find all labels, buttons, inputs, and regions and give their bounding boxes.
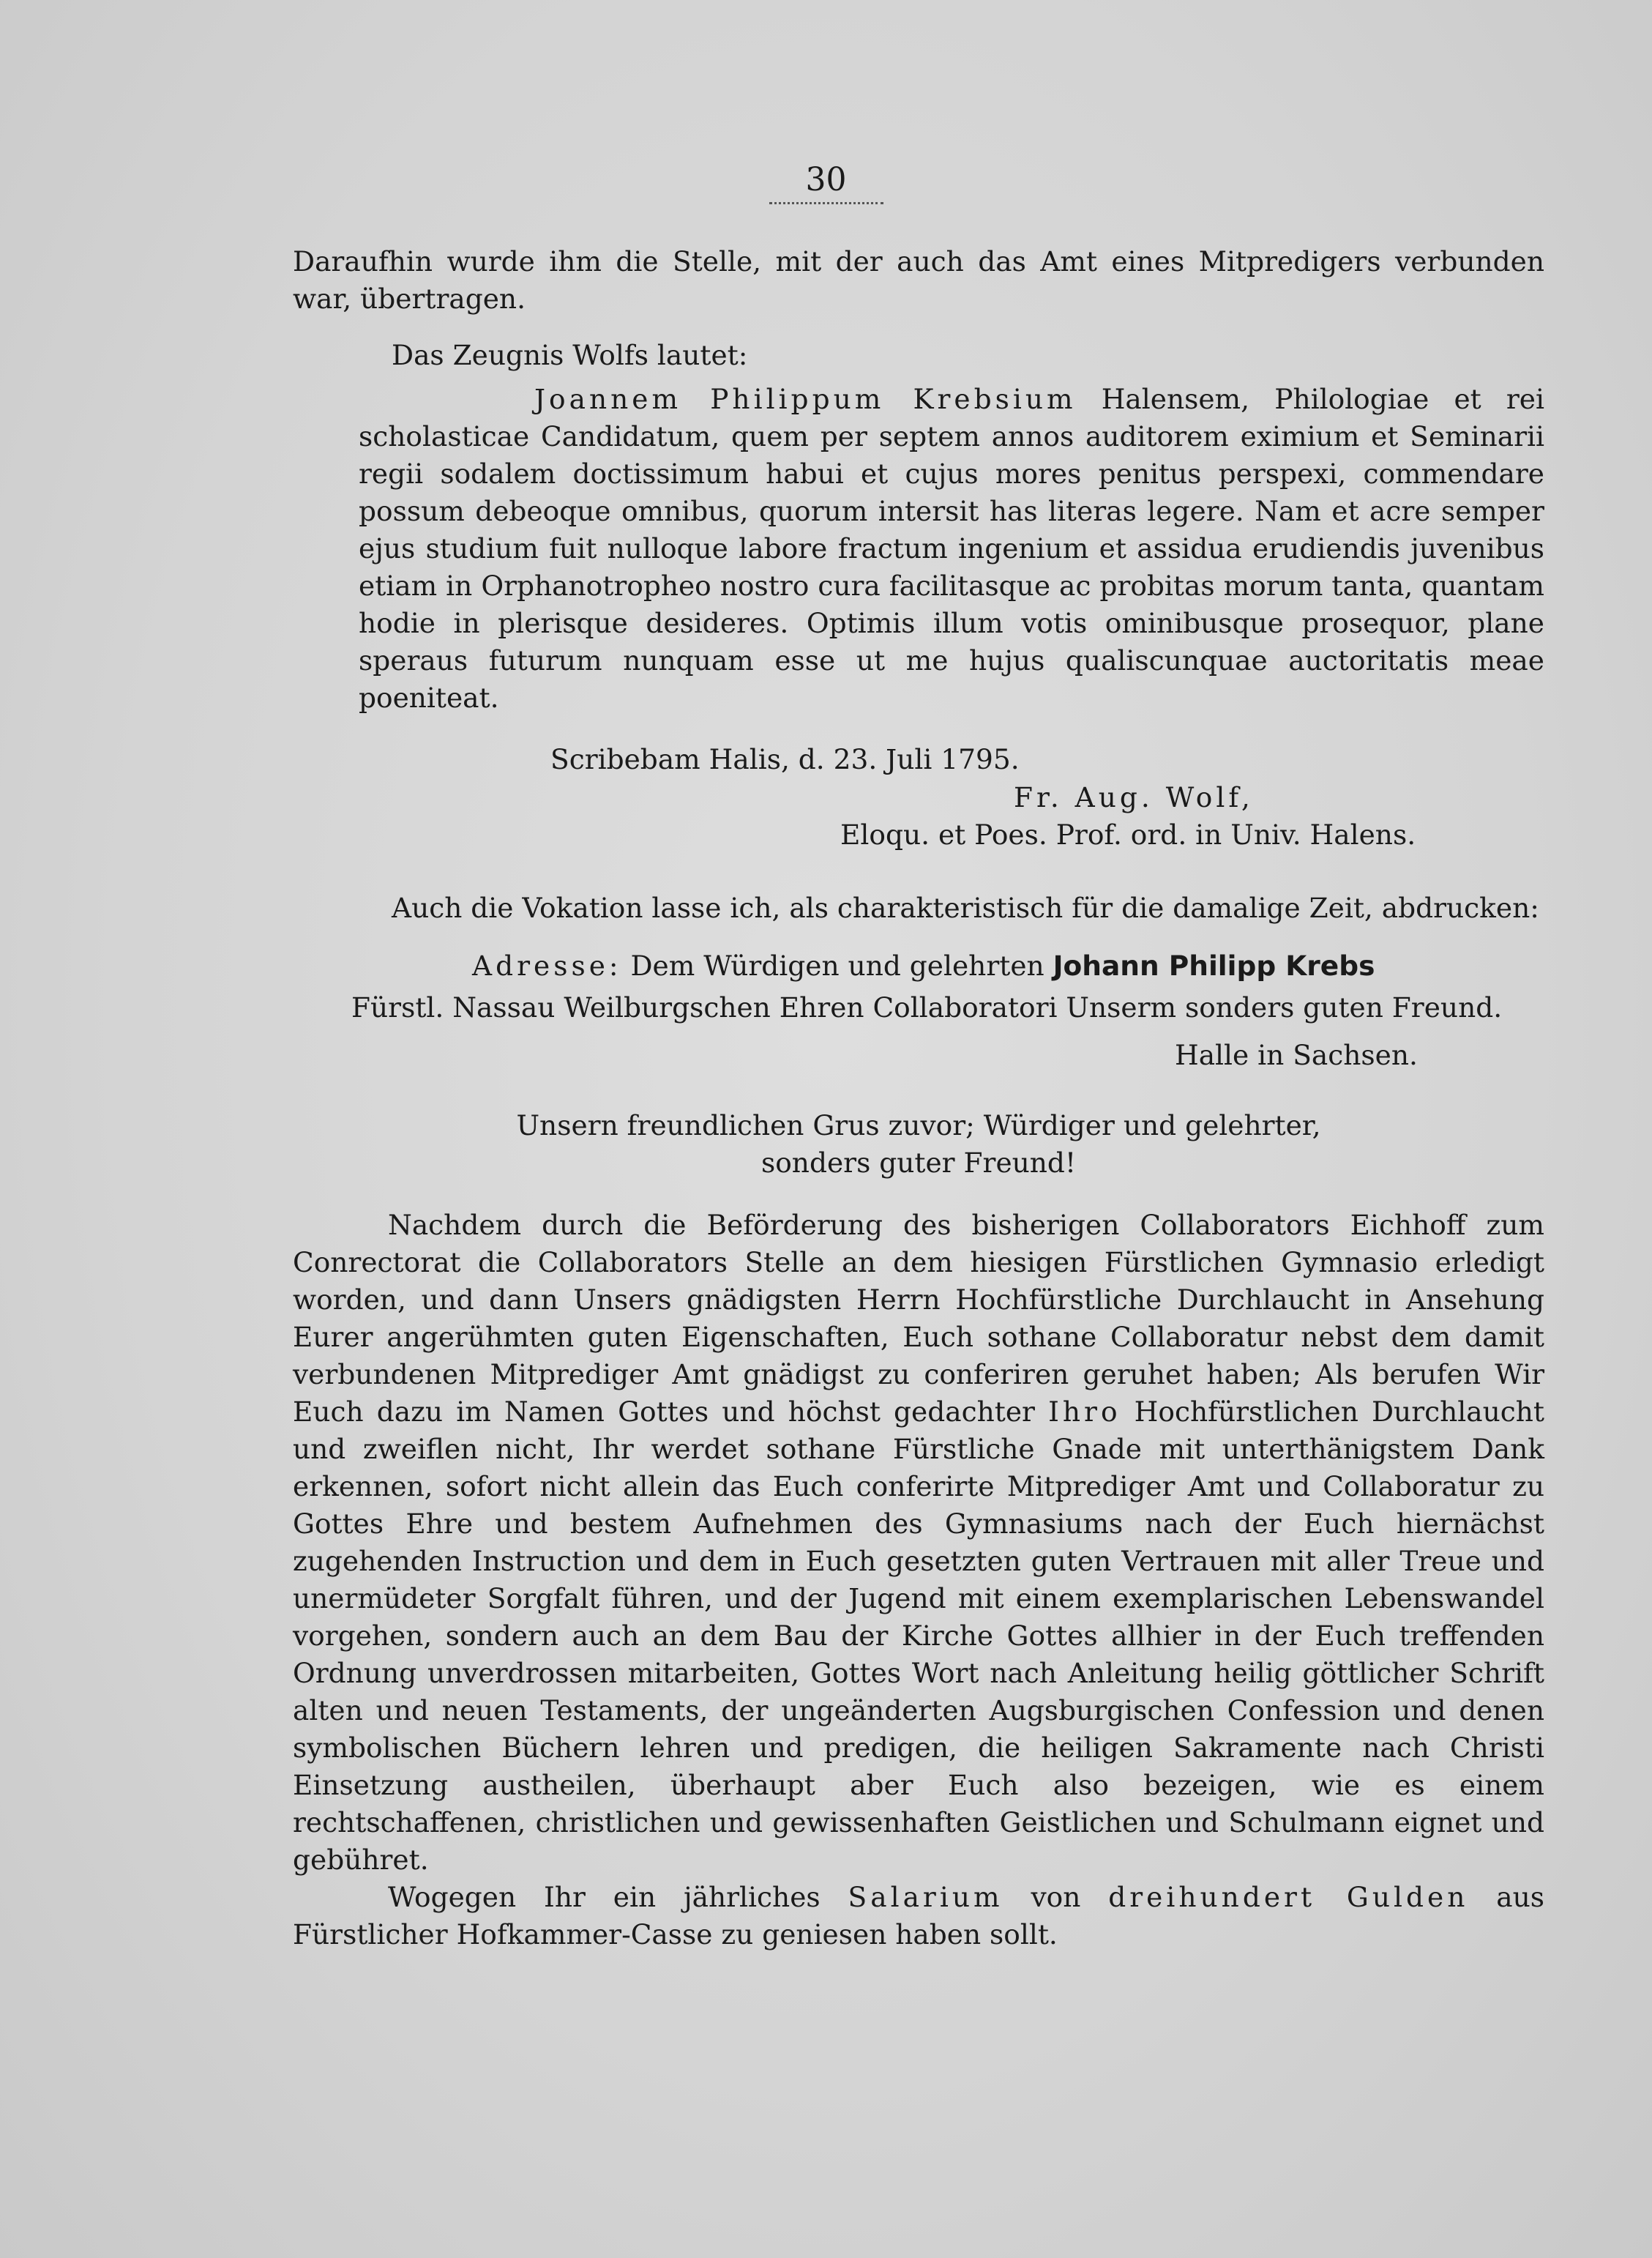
greeting-line-1: Unsern freundlichen Grus zuvor; Würdiger und gelehrter, [516, 1109, 1321, 1141]
letter-paragraph-1-part-a: Nachdem durch die Beförderung des bisherigen Collaborators Eichhoff zum Conrectorat die Collaborators Stelle an dem hiesigen Fürstlichen Gymnasio erledigt worden, und dann Unsers gnädigsten Herrn Hochfürstliche Durchlaucht in Ansehung Eurer angerühmten guten Eigenschaften, Euch sothane Collaboratur nebst dem damit verbundenen Mitprediger Amt gnädigst zu conferiren geruhet haben; Als berufen Wir Euch dazu im Namen Gottes und höchst gedachter [293, 1209, 1544, 1428]
greeting [293, 1107, 1544, 1182]
address-line-2: Fürstl. Nassau Weilburgschen Ehren Collaboratori Unserm sonders guten Freund. [351, 991, 1503, 1024]
signature-name: Fr. Aug. Wolf, [1014, 781, 1254, 813]
letter-paragraph-2-part-a: Wogegen Ihr ein jährliches [388, 1881, 848, 1913]
latin-body: Halensem, Philologiae et rei scholasticae Candidatum, quem per septem annos auditorem eximium et Seminarii regii sodalem doctissimum habui et cujus mores penitus perspexi, commendare possum debeoque omnibus, quorum intersit has literas legere. Nam et acre semper ejus studium fuit nulloque labore fractum ingenium et assidua erudiendis juvenibus etiam in Orphanotropheo nostro cura facilitasque ac probitas morum tanta, quantam hodie in plerisque desideres. Optimis illum votis ominibusque prosequor, plane speraus futurum nunquam esse ut me hujus qualiscunquae auctoritatis meae poeniteat. [359, 383, 1544, 714]
address-name: Johann Philipp Krebs [1053, 950, 1375, 982]
zeugnis-intro [293, 337, 1544, 374]
letter-paragraph-1-part-b: Hochfürstlichen Durchlaucht und zweiflen nicht, Ihr werdet sothane Fürstliche Gnade mit unterthänigstem Dank erkennen, sofort nicht allein das Euch conferirte Mitprediger Amt und Collaboratur zu Gottes Ehre und bestem Aufnehmen des Gymnasiums nach der Euch hiernächst zugehenden Instruction und dem in Euch gesetzten guten Vertrauen mit aller Treue und unermüdeter Sorgfalt führen, und der Jugend mit einem exemplarischen Lebenswandel vorgehen, sondern auch an dem Bau der Kirche Gottes allhier in der Euch treffenden Ordnung unverdrossen mitarbeiten, Gottes Wort nach Anleitung heilig göttlicher Schrift alten und neuen Testaments, der ungeänderten Augsburgischen Confession und denen symbolischen Büchern lehren und predigen, die heiligen Sakramente nach Christi Einsetzung austheilen, überhaupt aber Euch also bezeigen, wie es einem rechtschaffenen, christlichen und gewissenhaften Geistlichen und Schulmann eignet und gebühret. [293, 1396, 1545, 1876]
intro-paragraph [293, 243, 1544, 318]
latin-dateline: Scribebam Halis, d. 23. Juli 1795. [550, 743, 1020, 775]
letter-paragraph-1 [293, 1207, 1544, 1879]
letter-body [293, 1207, 1544, 1953]
intro-line: Daraufhin wurde ihm die Stelle, mit der auch das Amt eines Mitpredigers verbunden war, übertragen. [293, 245, 1544, 315]
latin-name: Joannem Philippum Krebsium [534, 383, 1077, 415]
page-header [0, 163, 1652, 204]
page-number: 30 [769, 163, 883, 204]
vocation-intro-text: Auch die Vokation lasse ich, als charakteristisch für die damalige Zeit, abdrucken: [392, 892, 1539, 924]
letter-amount: dreihundert Gulden [1108, 1881, 1469, 1913]
letter-paragraph-2-part-b: von [1003, 1881, 1109, 1913]
address-text: Dem Würdigen und gelehrten [621, 950, 1053, 982]
latin-text [359, 381, 1544, 717]
letter-paragraph-2-part-c: aus Fürstlicher Hofkammer-Casse zu geniesen haben sollt. [293, 1881, 1544, 1950]
zeugnis-intro-text: Das Zeugnis Wolfs lautet: [392, 339, 748, 371]
letter-paragraph-2 [293, 1879, 1544, 1953]
latin-testimonial [359, 381, 1544, 717]
signature-title: Eloqu. et Poes. Prof. ord. in Univ. Halens. [840, 819, 1416, 851]
letter-ihro: Ihro [1048, 1396, 1121, 1428]
address-label: Adresse: [472, 950, 622, 982]
vocation-intro [293, 890, 1544, 927]
address-line-3: Halle in Sachsen. [1175, 1039, 1418, 1071]
letter-salarium: Salarium [848, 1881, 1003, 1913]
greeting-line-2: sonders guter Freund! [760, 1147, 1077, 1179]
address-line [472, 947, 1375, 985]
